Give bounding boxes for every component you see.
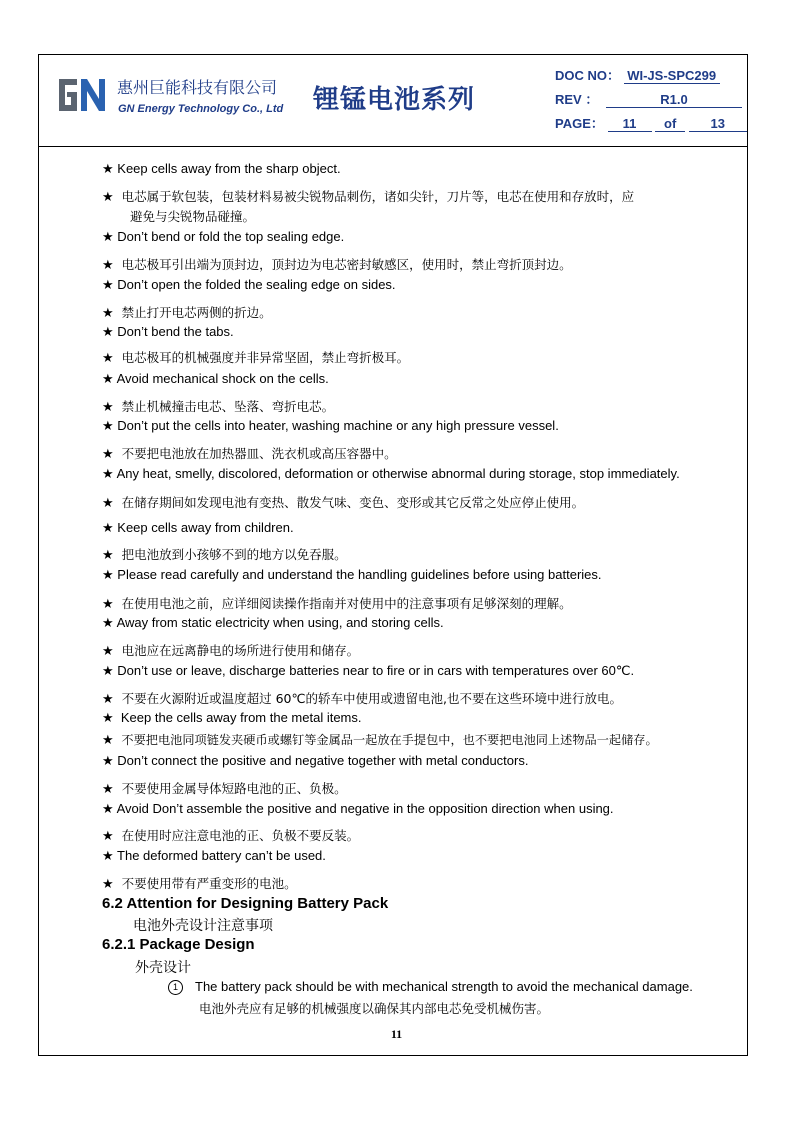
section-heading-6-2-1: 6.2.1 Package Design [102, 936, 255, 953]
numbered-item [168, 979, 693, 995]
list-item: ★ Don’t bend or fold the top sealing edge. [102, 229, 345, 245]
company-logo-icon [55, 75, 109, 115]
list-item: ★ 电芯极耳引出端为顶封边，顶封边为电芯密封敏感区，使用时，禁止弯折顶封边。 [102, 257, 572, 273]
list-item: ★ Avoid mechanical shock on the cells. [102, 371, 329, 387]
revision-row [555, 89, 742, 108]
list-item: ★ Don’t use or leave, discharge batteries near to fire or in cars with temperatures over 60℃. [102, 663, 635, 679]
list-item: ★ Don’t connect the positive and negative together with metal conductors. [102, 753, 529, 769]
list-item: ★ 电池应在远离静电的场所进行使用和储存。 [102, 643, 360, 659]
page-of-label: of [655, 116, 685, 132]
list-item: ★ Don’t open the folded the sealing edge on sides. [102, 277, 396, 293]
company-name-en: GN Energy Technology Co., Ltd [118, 103, 284, 115]
list-item: ★ Keep cells away from children. [102, 520, 294, 536]
page-label: PAGE： [555, 116, 604, 131]
page-total: 13 [689, 116, 747, 132]
document-title: 锂锰电池系列 [313, 85, 476, 115]
list-item-continuation: 避免与尖锐物品碰撞。 [130, 209, 256, 224]
list-item: ★ 禁止打开电芯两侧的折边。 [102, 305, 272, 321]
list-item: ★ Don’t bend the tabs. [102, 324, 234, 340]
section-heading-6-2: 6.2 Attention for Designing Battery Pack [102, 895, 389, 912]
list-item: ★ Keep the cells away from the metal items. [102, 710, 362, 726]
list-item: ★ Away from static electricity when using, and storing cells. [102, 615, 444, 631]
section-subtitle-6-2-1: 外壳设计 [135, 960, 191, 976]
list-item: ★ 把电池放到小孩够不到的地方以免吞服。 [102, 547, 347, 563]
company-name-cn: 惠州巨能科技有限公司 [117, 78, 278, 97]
list-item: ★ 不要使用金属导体短路电池的正、负极。 [102, 781, 347, 797]
numbered-item-text: The battery pack should be with mechanical strength to avoid the mechanical damage. [195, 979, 693, 994]
document-header [39, 55, 747, 147]
page-info-row [555, 113, 747, 132]
doc-number-value: WI-JS-SPC299 [624, 68, 720, 84]
list-item: ★ Avoid Don’t assemble the positive and negative in the opposition direction when using. [102, 801, 614, 817]
numbered-item-cn: 电池外壳应有足够的机械强度以确保其内部电芯免受机械伤害。 [199, 1001, 550, 1016]
list-item: ★ Please read carefully and understand the handling guidelines before using batteries. [102, 567, 602, 583]
page-number: 11 [390, 1027, 403, 1041]
circled-number: 1 [168, 980, 183, 995]
list-item: ★ The deformed battery can’t be used. [102, 848, 326, 864]
revision-value: R1.0 [606, 92, 742, 108]
revision-label: REV ： [555, 92, 599, 107]
doc-number-row [555, 65, 720, 84]
list-item: ★ 禁止机械撞击电芯、坠落、弯折电芯。 [102, 399, 335, 415]
list-item: ★ 在储存期间如发现电池有变热、散发气味、变色、变形或其它反常之处应停止使用。 [102, 495, 585, 511]
list-item: ★ 在使用电池之前，应详细阅读操作指南并对使用中的注意事项有足够深刻的理解。 [102, 596, 572, 612]
list-item: ★ 不要把电池放在加热器皿、洗衣机或高压容器中。 [102, 446, 397, 462]
page-current: 11 [608, 116, 652, 132]
list-item: ★ Don’t put the cells into heater, washing machine or any high pressure vessel. [102, 418, 559, 434]
section-subtitle-6-2: 电池外壳设计注意事项 [133, 918, 273, 934]
list-item: ★ Keep cells away from the sharp object. [102, 161, 341, 177]
list-item: ★ 不要在火源附近或温度超过 60℃的轿车中使用或遗留电池,也不要在这些环境中进行放电。 [102, 691, 623, 707]
list-item: ★ 电芯极耳的机械强度并非异常坚固，禁止弯折极耳。 [102, 350, 410, 366]
list-item: ★ 不要把电池同项链发夹硬币或螺钉等金属品一起放在手提包中，也不要把电池同上述物品一起储存。 [102, 733, 658, 748]
doc-number-label: DOC NO： [555, 68, 621, 83]
list-item: ★ Any heat, smelly, discolored, deformation or otherwise abnormal during storage, stop immediately. [102, 466, 680, 482]
list-item: ★ 电芯属于软包装，包装材料易被尖锐物品刺伤，诸如尖针，刀片等，电芯在使用和存放时，应 [102, 189, 635, 205]
list-item: ★ 不要使用带有严重变形的电池。 [102, 876, 297, 892]
list-item: ★ 在使用时应注意电池的正、负极不要反装。 [102, 828, 360, 844]
